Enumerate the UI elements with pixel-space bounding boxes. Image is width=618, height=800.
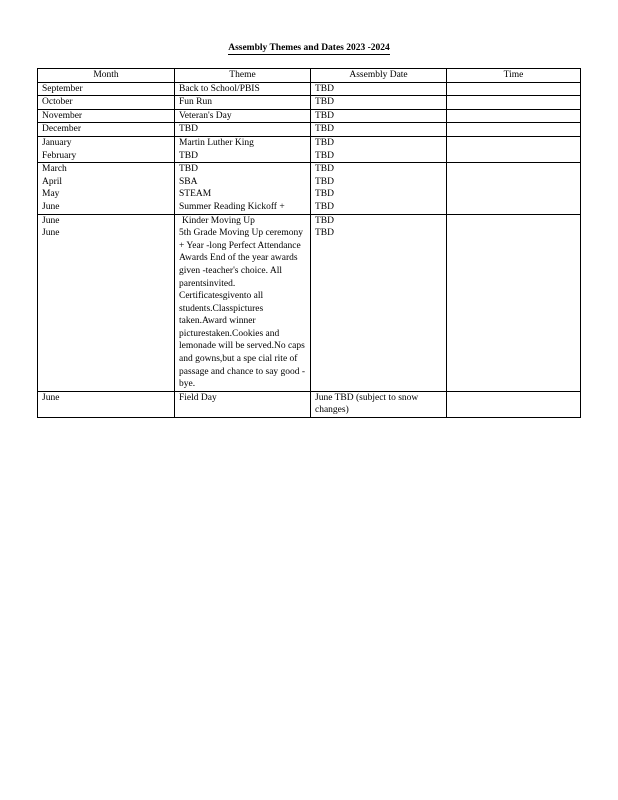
theme: TBD — [179, 150, 198, 161]
theme-cell — [175, 391, 311, 417]
month-cell — [38, 214, 175, 391]
month: April — [42, 176, 63, 187]
month-cell — [38, 163, 175, 214]
time-cell — [447, 109, 581, 123]
table-row — [38, 109, 581, 123]
month: June — [42, 215, 60, 226]
assembly-date-cell — [311, 109, 447, 123]
date-cell — [311, 214, 447, 391]
table-row — [38, 136, 581, 162]
theme-cell — [175, 136, 311, 162]
theme-cell — [175, 109, 311, 123]
theme-cell — [175, 123, 311, 137]
theme-cell — [175, 82, 311, 96]
theme: 5th Grade Moving Up ceremony + Year -long Perfect Attendance Awards End of the year awards given -teacher's choice. All parentsinvited. Certificatesgivento all students.Classpictures taken.Award winner picturestaken.Cookies and lemonade will be served.No caps and gowns,but a spe cial rite of passage and chance to say good -bye. — [179, 228, 306, 390]
time-cell — [447, 82, 581, 96]
table-row — [38, 82, 581, 96]
theme: Kinder Moving Up — [182, 215, 255, 226]
theme: Summer Reading Kickoff + — [179, 201, 285, 212]
month-cell — [38, 109, 175, 123]
header-month: Month — [38, 69, 175, 83]
assembly-date-cell — [311, 163, 447, 214]
schedule-table — [37, 68, 581, 418]
month-cell — [38, 96, 175, 110]
assembly-date: TBD — [315, 176, 334, 187]
assembly-date: TBD — [315, 97, 334, 108]
document-title: Assembly Themes and Dates 2023 -2024 — [228, 43, 390, 53]
month: June — [42, 228, 60, 239]
assembly-date: June TBD (subject to snow changes) — [315, 392, 419, 416]
theme: SBA — [179, 176, 198, 187]
theme: Martin Luther King — [179, 137, 254, 148]
theme: TBD — [179, 164, 198, 175]
theme-cell — [175, 214, 311, 391]
date-cell — [311, 391, 447, 417]
month-cell — [38, 123, 175, 137]
table-row — [38, 123, 581, 137]
month-cell — [38, 82, 175, 96]
theme: Back to School/PBIS — [179, 83, 260, 94]
theme-cell — [175, 96, 311, 110]
assembly-date-cell — [311, 123, 447, 137]
assembly-date: TBD — [315, 124, 334, 135]
assembly-date: TBD — [315, 201, 334, 212]
assembly-date: TBD — [315, 137, 334, 148]
assembly-date: TBD — [315, 110, 334, 121]
month-cell — [38, 136, 175, 162]
month: March — [42, 164, 67, 175]
table-row — [38, 391, 581, 417]
assembly-date: TBD — [315, 150, 334, 161]
month: November — [42, 110, 83, 121]
assembly-date-cell — [311, 96, 447, 110]
theme: Field Day — [179, 392, 217, 403]
table-row — [38, 163, 581, 214]
month: June — [42, 392, 60, 403]
theme: STEAM — [179, 189, 212, 200]
time-cell — [447, 214, 581, 391]
time-cell — [447, 391, 581, 417]
month: October — [42, 97, 73, 108]
month: December — [42, 124, 82, 135]
header-time: Time — [447, 69, 581, 83]
assembly-date: TBD — [315, 83, 334, 94]
header-theme: Theme — [175, 69, 311, 83]
theme: Fun Run — [179, 97, 212, 108]
month: June — [42, 201, 60, 212]
theme: Veteran's Day — [179, 110, 232, 121]
assembly-date: TBD — [315, 228, 334, 239]
assembly-date: TBD — [315, 215, 334, 226]
theme: TBD — [179, 124, 198, 135]
time-cell — [447, 163, 581, 214]
month: January — [42, 137, 72, 148]
theme-cell — [175, 163, 311, 214]
time-cell — [447, 136, 581, 162]
assembly-date: TBD — [315, 164, 334, 175]
header-assembly-date: Assembly Date — [311, 69, 447, 83]
table-row — [38, 96, 581, 110]
month: May — [42, 189, 60, 200]
month: September — [42, 83, 83, 94]
time-cell — [447, 123, 581, 137]
time-cell — [447, 96, 581, 110]
month-cell — [38, 391, 175, 417]
assembly-date-cell — [311, 136, 447, 162]
assembly-date: TBD — [315, 189, 334, 200]
table-header-row — [38, 69, 581, 83]
assembly-date-cell — [311, 82, 447, 96]
table-row — [38, 214, 581, 391]
month: February — [42, 150, 77, 161]
